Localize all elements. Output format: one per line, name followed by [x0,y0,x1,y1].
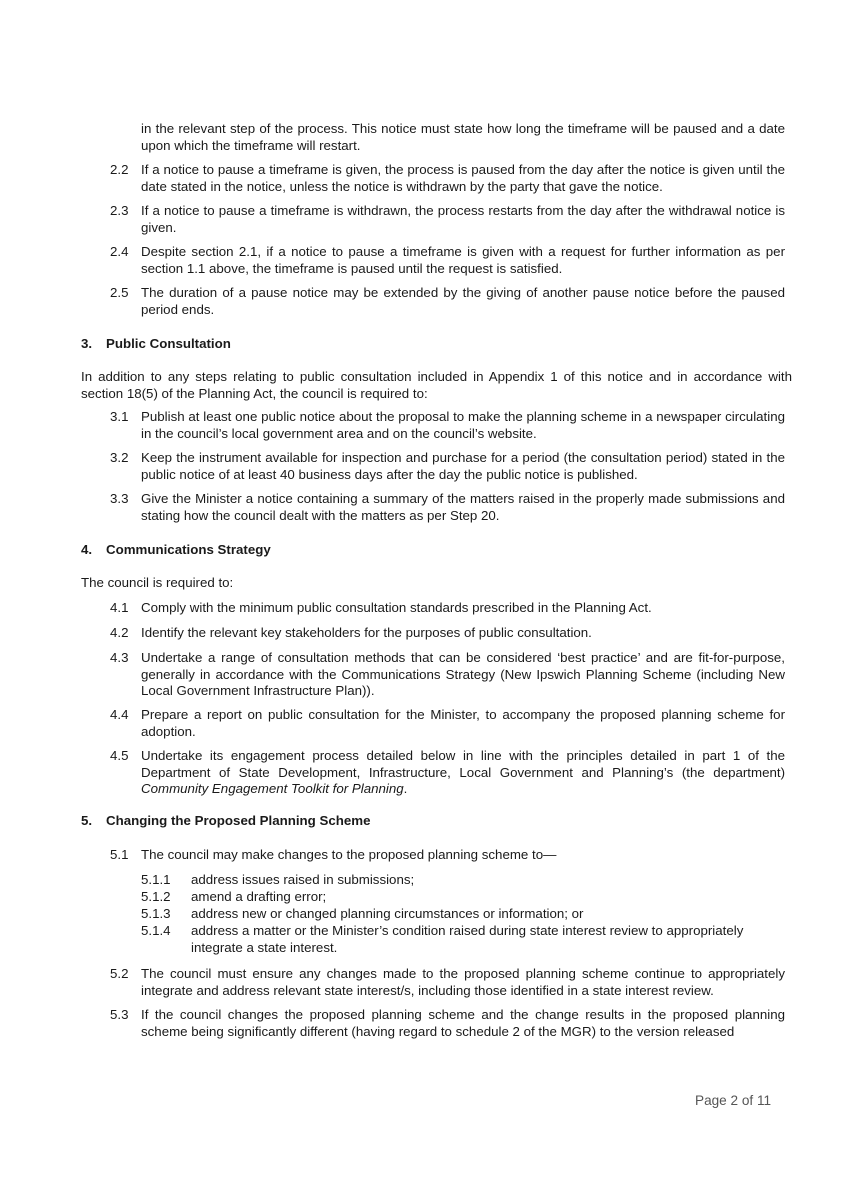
sub-item-text: address issues raised in submissions; [191,872,415,887]
item-text: Undertake a range of consultation methods that can be considered ‘best practice’ and are fit-for-purpose, generally in accordance with the Communications Strategy (New Ipswich Planning Scheme (including New Local Government Infrastructure Plan)). [141,650,785,698]
list-item [110,244,785,277]
item-text [141,748,785,798]
item-text: Give the Minister a notice containing a summary of the matters raised in the properly made submissions and stating how the council dealt with the matters as per Step 20. [141,491,785,523]
list-item [110,162,785,195]
item-text: Keep the instrument available for inspection and purchase for a period (the consultation period) stated in the public notice of at least 40 business days after the day the public notice is published. [141,450,785,482]
sub-item-text: address a matter or the Minister’s condition raised during state interest review to appropriately integrate a state interest. [191,923,744,955]
list-item [110,650,785,700]
item-number: 2.5 [110,285,129,300]
item-number: 4.4 [110,707,129,722]
section-intro: The council is required to: [81,575,234,590]
list-item [110,409,785,442]
sub-item-number: 5.1.1 [141,872,171,887]
list-item [110,625,785,642]
item-text: If a notice to pause a timeframe is withdrawn, the process restarts from the day after the withdrawal notice is given. [141,203,785,235]
section-title: Communications Strategy [106,542,271,557]
section-number: 5. [81,813,93,828]
sub-item-text: amend a drafting error; [191,889,327,904]
item-number: 3.3 [110,491,129,506]
list-item [110,748,785,798]
item-text-main: Undertake its engagement process detailed below in line with the principles detailed in part 1 of the Department of State Development, Infrastructure, Local Government and Planning’s (the department) [141,748,785,780]
list-item [110,1007,785,1040]
item-number: 3.1 [110,409,129,424]
item-number: 4.5 [110,748,129,763]
sub-list-item [141,889,785,906]
section-number: 3. [81,336,93,351]
sub-item-number: 5.1.4 [141,923,171,938]
section-title: Changing the Proposed Planning Scheme [106,813,371,828]
item-text: Publish at least one public notice about the proposal to make the planning scheme in a newspaper circulating in the council’s local government area and on the council’s website. [141,409,785,441]
list-item [110,600,785,617]
list-item [110,450,785,483]
sub-item-number: 5.1.3 [141,906,171,921]
sub-list-item [141,872,785,889]
section-title: Public Consultation [106,336,231,351]
item-text-end: . [403,781,408,796]
sub-item-text: address new or changed planning circumstances or information; or [191,906,584,921]
section-number: 4. [81,542,93,557]
section-heading [81,542,271,559]
list-item [110,966,785,999]
item-text: The council may make changes to the proposed planning scheme to— [141,847,557,862]
sub-list-item [141,923,785,956]
item-number: 4.3 [110,650,129,665]
section-heading [81,813,371,830]
list-item [110,707,785,740]
item-text: Identify the relevant key stakeholders for the purposes of public consultation. [141,625,592,640]
item-number: 4.2 [110,625,129,640]
item-text: Prepare a report on public consultation for the Minister, to accompany the proposed planning scheme for adoption. [141,707,785,739]
item-number: 5.2 [110,966,129,981]
item-number: 5.3 [110,1007,129,1022]
section-intro: In addition to any steps relating to public consultation included in Appendix 1 of this notice and in accordance with section 18(5) of the Planning Act, the council is required to: [81,369,792,401]
continuation-paragraph: in the relevant step of the process. This notice must state how long the timeframe will be paused and a date upon which the timeframe will restart. [141,121,785,153]
item-text: If a notice to pause a timeframe is given, the process is paused from the day after the notice is given until the date stated in the notice, unless the notice is withdrawn by the party that gave the notice. [141,162,785,194]
item-number: 4.1 [110,600,129,615]
item-text: Comply with the minimum public consultation standards prescribed in the Planning Act. [141,600,652,615]
item-text: The duration of a pause notice may be extended by the giving of another pause notice before the paused period ends. [141,285,785,317]
list-item [110,203,785,236]
item-number: 5.1 [110,847,129,862]
item-text: The council must ensure any changes made to the proposed planning scheme continue to appropriately integrate and address relevant state interest/s, including those identified in a state interest review. [141,966,785,998]
list-item [110,285,785,318]
item-number: 2.3 [110,203,129,218]
page-number: Page 2 of 11 [695,1093,772,1108]
item-text: Despite section 2.1, if a notice to pause a timeframe is given with a request for further information as per section 1.1 above, the timeframe is paused until the request is satisfied. [141,244,785,276]
section-heading [81,336,231,353]
item-text: If the council changes the proposed planning scheme and the change results in the proposed planning scheme being significantly different (having regard to schedule 2 of the MGR) to the version released [141,1007,785,1039]
list-item [110,491,785,524]
item-number: 2.4 [110,244,129,259]
toolkit-title: Community Engagement Toolkit for Planning [141,781,404,796]
sub-item-number: 5.1.2 [141,889,171,904]
list-item [110,847,785,864]
item-number: 2.2 [110,162,129,177]
sub-list-item [141,906,785,923]
item-number: 3.2 [110,450,129,465]
